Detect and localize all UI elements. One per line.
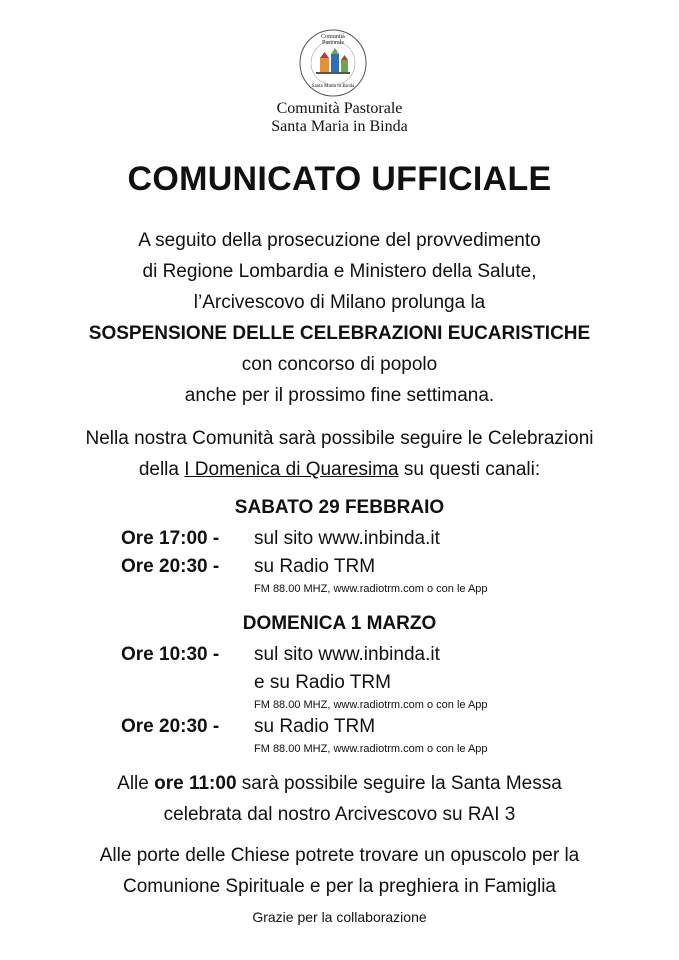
org-name-line2: Santa Maria in Binda [271,118,408,135]
schedule-row [0,528,679,552]
schedule-time: Ore 10:30 - [121,644,220,665]
schedule-time: Ore 20:30 - [121,716,220,737]
saturday-heading: SABATO 29 FEBBRAIO [234,497,445,518]
booklet-paragraph [0,840,679,902]
schedule-row [0,556,679,580]
org-name-line1: Comunità Pastorale [276,100,403,117]
rai-post: sarà possibile seguire la Santa Messa [236,773,562,794]
schedule-row [0,644,679,668]
intro-paragraph [0,225,679,411]
lent-sunday-text: I Domenica di Quaresima [184,459,399,480]
rai-time: ore 11:00 [154,773,237,794]
intro-line: con concorso di popolo [241,354,438,375]
schedule-channel: e su Radio TRM [254,672,391,693]
booklet-line: Alle porte delle Chiese potrete trovare un opuscolo per la [99,845,580,866]
schedule-time: Ore 17:00 - [121,528,220,549]
intro-line: di Regione Lombardia e Ministero della Salute, [142,261,537,282]
suspension-notice: SOSPENSIONE DELLE CELEBRAZIONI EUCARISTICHE [88,323,591,344]
schedule-channel: su Radio TRM [254,556,376,577]
page-title: COMUNICATO UFFICIALE [127,160,552,198]
booklet-line: Comunione Spirituale e per la preghiera in Famiglia [122,876,556,897]
rai-paragraph [0,768,679,830]
intro-line: A seguito della prosecuzione del provvedimento [138,230,541,251]
rai-line: celebrata dal nostro Arcivescovo su RAI 3 [163,804,516,825]
schedule-channel: su Radio TRM [254,716,376,737]
radio-frequency-note: FM 88.00 MHZ, www.radiotrm.com o con le App [254,743,488,755]
logo-ring-top: Comunità Pastorale [321,34,345,46]
logo-ring-bottom: Santa Maria in Binda [311,84,355,89]
rai-line [0,768,679,799]
schedule-channel: sul sito www.inbinda.it [254,644,440,665]
sunday-heading: DOMENICA 1 MARZO [242,613,437,634]
thanks-note: Grazie per la collaborazione [252,909,427,925]
channels-pre: della [138,459,185,480]
channels-line: Nella nostra Comunità sarà possibile seguire le Celebrazioni [85,428,594,449]
schedule-channel: sul sito www.inbinda.it [254,528,440,549]
channels-line [0,454,679,485]
schedule-time: Ore 20:30 - [121,556,220,577]
channels-paragraph [0,423,679,485]
rai-pre: Alle [117,773,155,794]
intro-line: anche per il prossimo fine settimana. [184,385,495,406]
org-name [0,100,679,136]
schedule-row [0,716,679,740]
intro-line: l’Arcivescovo di Milano prolunga la [193,292,486,313]
community-logo [298,28,368,98]
channels-post: su questi canali: [398,459,541,480]
schedule-row [0,672,679,696]
radio-frequency-note: FM 88.00 MHZ, www.radiotrm.com o con le App [254,699,488,711]
radio-frequency-note: FM 88.00 MHZ, www.radiotrm.com o con le App [254,583,488,595]
